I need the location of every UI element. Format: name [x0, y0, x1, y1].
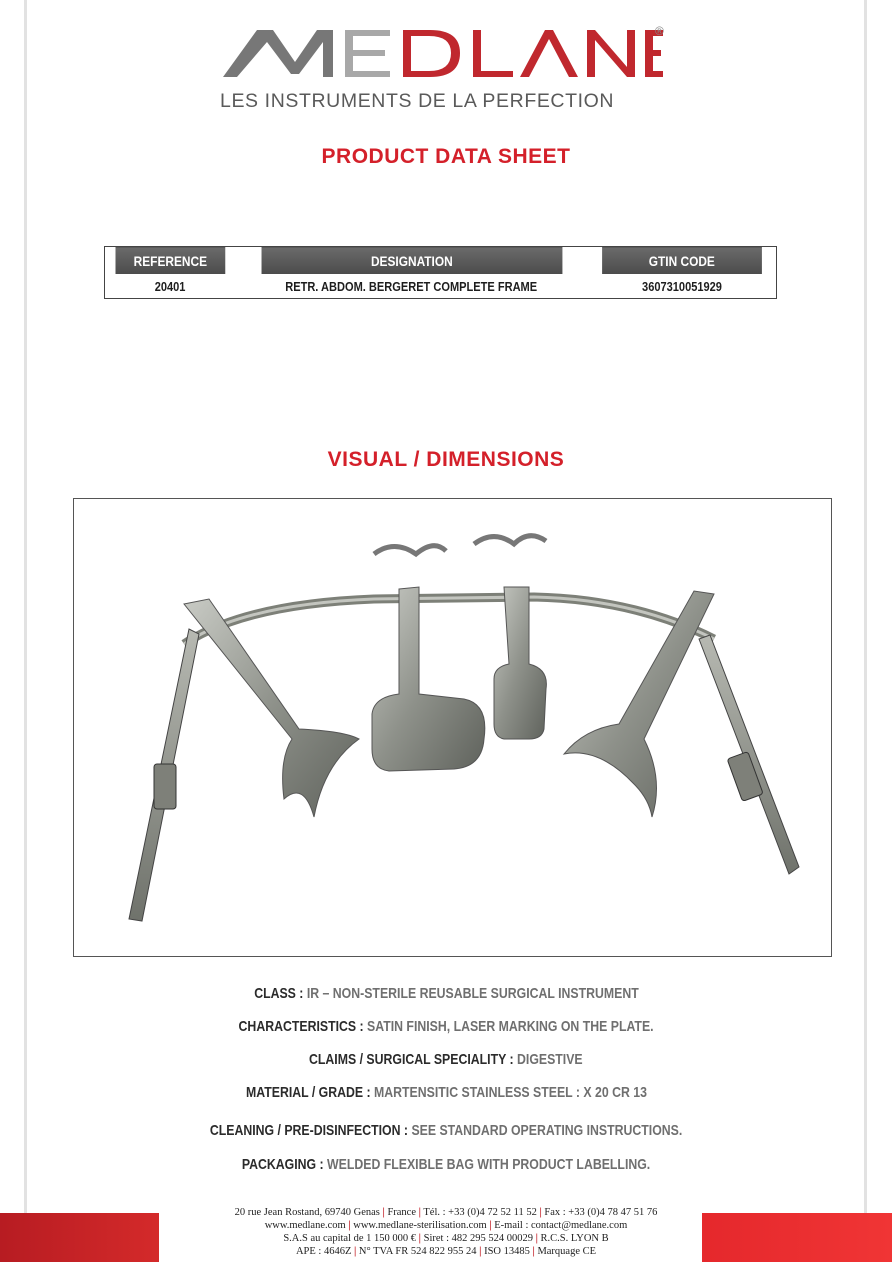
footer-siret: Siret : 482 295 524 00029 — [423, 1233, 533, 1244]
cell-gtin — [588, 274, 776, 299]
header-gtin: GTIN CODE — [603, 247, 763, 275]
spec-characteristics — [0, 1018, 892, 1035]
footer-ape: APE : 4646Z — [295, 1246, 352, 1257]
registered-mark: ® — [655, 24, 664, 38]
spec-cleaning — [0, 1122, 892, 1139]
designation-value: RETR. ABDOM. BERGERET COMPLETE FRAME — [285, 278, 538, 294]
spec-characteristics-key: CHARACTERISTICS : — [238, 1018, 364, 1035]
footer-email[interactable]: E-mail : contact@medlane.com — [494, 1220, 628, 1231]
spec-claims-value: DIGESTIVE — [517, 1051, 583, 1068]
reference-value: 20401 — [154, 278, 186, 294]
spec-packaging-value: WELDED FLEXIBLE BAG WITH PRODUCT LABELLING. — [326, 1156, 651, 1173]
footer-ce: Marquage CE — [537, 1246, 597, 1257]
spec-class — [0, 985, 892, 1002]
spec-claims-key: CLAIMS / SURGICAL SPECIALITY : — [309, 1051, 514, 1068]
footer-web-line: www.medlane.com | www.medlane-sterilisation.com | E-mail : contact@medlane.com — [264, 1220, 628, 1231]
footer-capital: S.A.S au capital de 1 150 000 € — [283, 1233, 417, 1244]
footer — [0, 1206, 892, 1258]
spec-material-value: MARTENSITIC STAINLESS STEEL : X 20 CR 13 — [373, 1084, 647, 1101]
footer-legal-line: APE : 4646Z | N° TVA FR 524 822 955 24 | ISO 13485 | Marquage CE — [295, 1246, 597, 1257]
footer-address: 20 rue Jean Rostand, 69740 Genas — [234, 1207, 380, 1218]
spec-claims — [0, 1051, 892, 1068]
spec-characteristics-value: SATIN FINISH, LASER MARKING ON THE PLATE. — [366, 1018, 654, 1035]
footer-company-line: S.A.S au capital de 1 150 000 € | Siret : 482 295 524 00029 | R.C.S. LYON B — [283, 1233, 609, 1244]
tagline: LES INSTRUMENTS DE LA PERFECTION — [220, 90, 615, 112]
spec-cleaning-value: SEE STANDARD OPERATING INSTRUCTIONS. — [411, 1122, 683, 1139]
footer-address-line: 20 rue Jean Rostand, 69740 Genas | France | Tél. : +33 (0)4 72 52 11 52 | Fax : +33 (0)4 78 47 51 76 — [234, 1207, 658, 1218]
header-designation: DESIGNATION — [261, 247, 562, 275]
product-data-sheet-title: PRODUCT DATA SHEET — [321, 145, 571, 168]
spec-material-key: MATERIAL / GRADE : — [245, 1084, 371, 1101]
footer-phone: Tél. : +33 (0)4 72 52 11 52 — [423, 1207, 537, 1218]
gtin-value: 3607310051929 — [642, 278, 723, 294]
footer-rcs: R.C.S. LYON B — [540, 1233, 609, 1244]
footer-country: France — [387, 1207, 417, 1218]
footer-website[interactable]: www.medlane.com — [264, 1220, 346, 1231]
spec-packaging — [0, 1156, 892, 1173]
spec-cleaning-key: CLEANING / PRE-DISINFECTION : — [209, 1122, 408, 1139]
footer-iso: ISO 13485 — [484, 1246, 530, 1257]
product-photo — [73, 498, 832, 957]
footer-tva: N° TVA FR 524 822 955 24 — [358, 1246, 477, 1257]
table-row — [105, 274, 777, 299]
footer-website-sterilisation[interactable]: www.medlane-sterilisation.com — [353, 1220, 487, 1231]
footer-fax: Fax : +33 (0)4 78 47 51 76 — [544, 1207, 658, 1218]
table-header-row — [105, 247, 777, 275]
spec-class-value: IR – NON-STERILE REUSABLE SURGICAL INSTRUMENT — [306, 985, 639, 1002]
reference-table — [104, 246, 777, 299]
spec-packaging-key: PACKAGING : — [241, 1156, 324, 1173]
cell-reference — [105, 274, 235, 299]
spec-class-key: CLASS : — [253, 985, 303, 1002]
spec-material — [0, 1084, 892, 1101]
visual-dimensions-title: VISUAL / DIMENSIONS — [327, 448, 565, 471]
header-reference: REFERENCE — [114, 247, 225, 275]
cell-designation — [235, 274, 589, 299]
